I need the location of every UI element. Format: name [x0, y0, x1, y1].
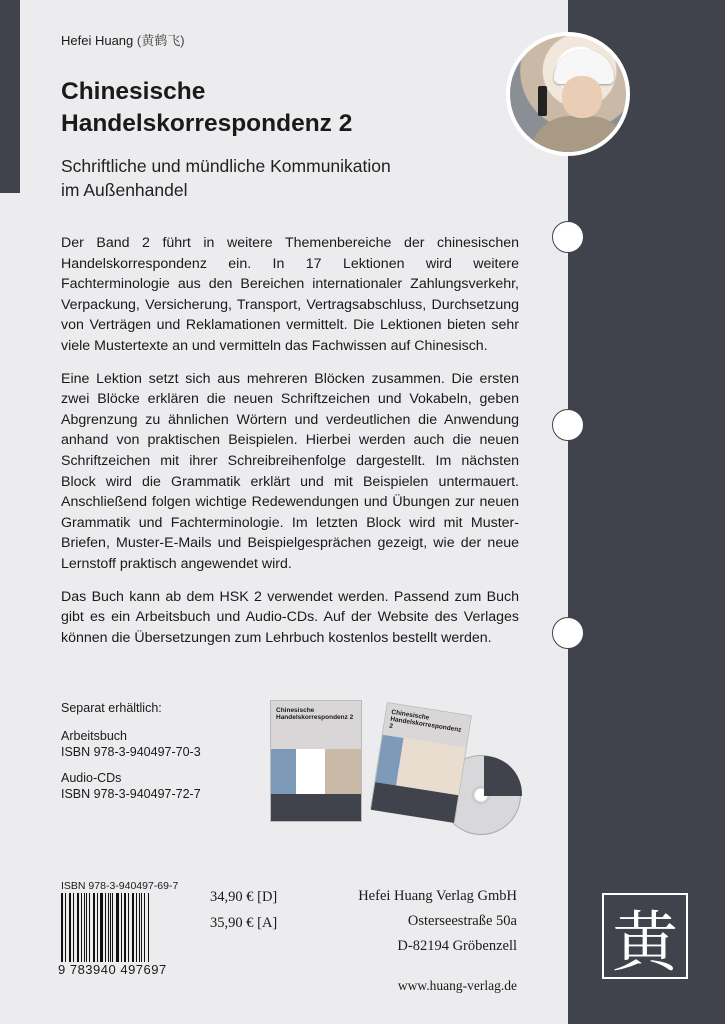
- paragraph: Eine Lektion setzt sich aus mehreren Blöcken zusammen. Die ersten zwei Blöcke erklären die neuen Schriftzeichen und Vokabeln, geben Abgrenzung zu ähnlichen Wörtern und verdeutlichen die Anwendung anhand von praktischen Beispielen. Hierbei werden auch die neuen Schriftzeichen mit ihrer Schreibreihenfolge dargestellt. Im nächsten Block wird die Grammatik erklärt und mit Beispielen untermauert. Anschließend folgen wichtige Redewendungen und Übungen zur neuen Grammatik und Fachterminologie. Im letzten Block wird mit Muster-Briefen, Muster-E-Mails und Beispielgesprächen gezeigt, wie der neue Lernstoff praktisch angewendet wird.: [61, 370, 519, 572]
- description: [61, 233, 519, 660]
- publisher-website[interactable]: www.huang-verlag.de: [397, 978, 517, 993]
- paragraph: Der Band 2 führt in weitere Themenbereiche der chinesischen Handelskorrespondenz ein. In 17 Lektionen wird weitere Fachterminologie aus den Bereichen internationaler Zahlungsverkehr, Verpackung, Versicherung, Transport, Vertragsabschluss, Durchsetzung von Verträgen und Reklamationen vermittelt. Die Lektionen bieten sehr viele Mustertexte an und vermitteln das Fachwissen auf Chinesisch.: [61, 235, 519, 354]
- walkie-talkie-icon: [538, 86, 547, 116]
- right-dark-column: [568, 0, 725, 1024]
- binder-hole: [552, 221, 584, 253]
- barcode-bar: [101, 893, 102, 963]
- binder-hole: [552, 409, 584, 441]
- barcode-bar: [139, 893, 140, 963]
- left-accent-strip: [0, 0, 20, 193]
- prices: [210, 884, 277, 936]
- price-germany: 34,90 € [D]: [210, 889, 278, 905]
- price-austria: 35,90 € [A]: [210, 915, 278, 931]
- publisher-address: Hefei Huang Verlag GmbH Osterseestraße 50a D-82194 Gröbenzell www.huang-verlag.de: [358, 884, 517, 998]
- barcode-bar: [144, 893, 145, 963]
- barcode: [61, 893, 149, 963]
- book-title: Chinesische Handelskorrespondenz 2: [61, 78, 353, 137]
- workbook-thumbnail: Chinesische Handelskorrespondenz 2: [270, 700, 362, 822]
- barcode-bar: [105, 893, 106, 963]
- paragraph: Das Buch kann ab dem HSK 2 verwendet werden. Passend zum Buch gibt es ein Arbeitsbuch und Audio-CDs. Auf der Website des Verlages können die Übersetzungen zum Lehrbuch kostenlos bestellt werden.: [61, 588, 519, 646]
- book-subtitle: Schriftliche und mündliche Kommunikation im Außenhandel: [61, 156, 391, 200]
- barcode-bar: [117, 893, 118, 963]
- publisher-logo: 黄: [602, 893, 688, 979]
- barcode-bar: [112, 893, 113, 963]
- barcode-bar: [86, 893, 87, 963]
- barcode-bar: [84, 893, 85, 963]
- cover-photo-engineer: [506, 32, 630, 156]
- binder-hole: [552, 617, 584, 649]
- barcode-bar: [70, 893, 71, 963]
- barcode-number: 9 783940 497697: [58, 962, 167, 977]
- barcode-bar: [77, 893, 78, 963]
- author: Hefei Huang (黄鹤飞): [61, 33, 185, 48]
- barcode-isbn: ISBN 978-3-940497-69-7: [61, 880, 179, 892]
- barcode-bar: [132, 893, 133, 963]
- barcode-bar: [94, 893, 95, 963]
- barcode-bar: [125, 893, 126, 963]
- barcode-bar: [62, 893, 63, 963]
- separately-available: Separat erhältlich: Arbeitsbuch ISBN 978-3-940497-70-3 Audio-CDs ISBN 978-3-940497-72-7: [61, 701, 201, 801]
- audio-cd-cover-thumbnail: Chinesische Handelskorrespondenz 2: [370, 702, 472, 822]
